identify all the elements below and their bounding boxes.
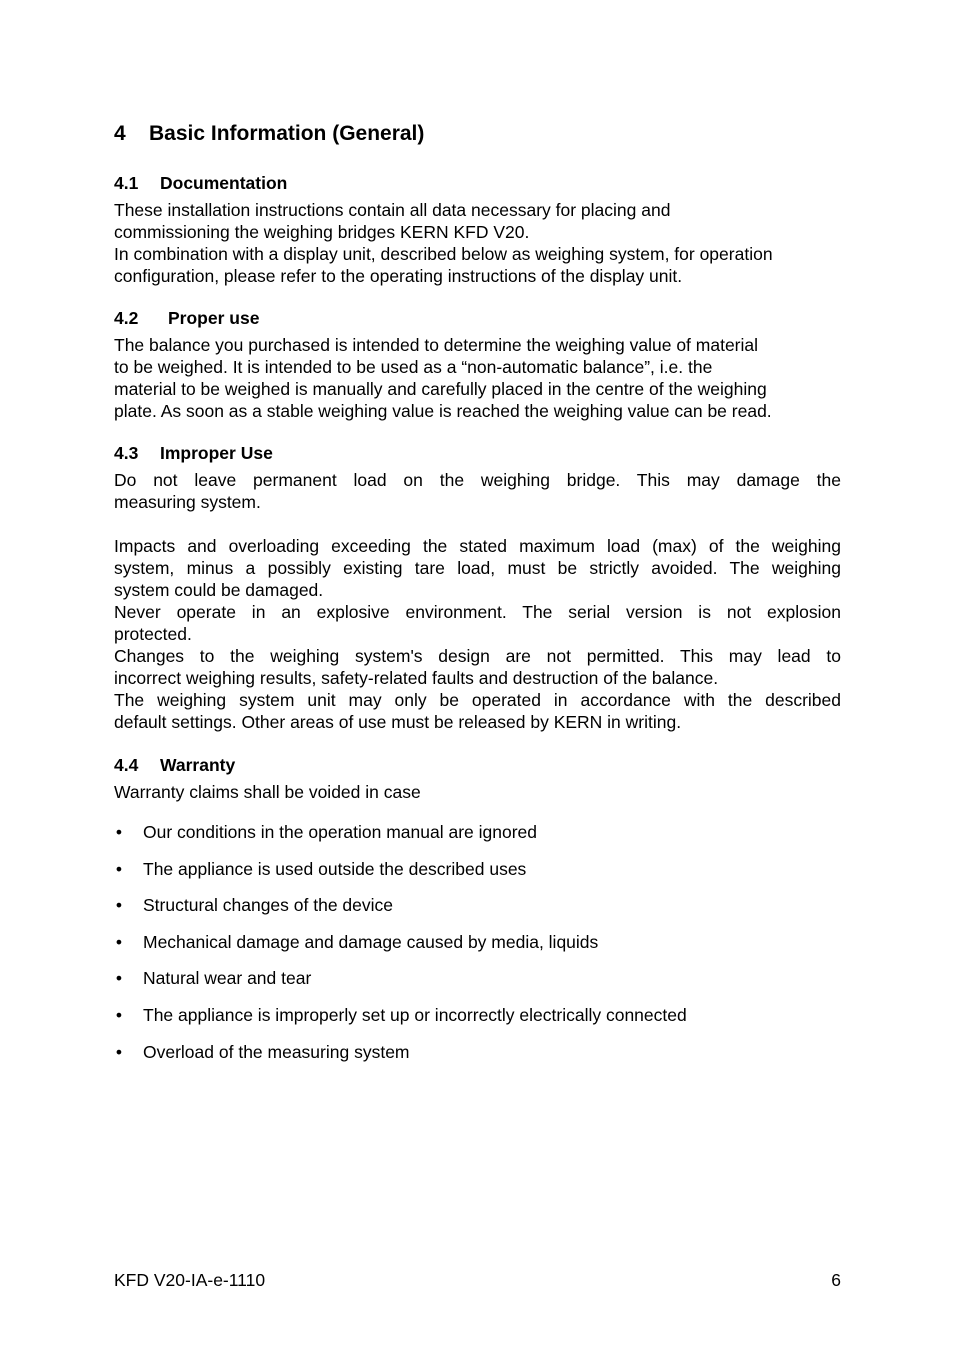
chapter-heading: [114, 121, 424, 147]
footer-page-number: 6: [831, 1270, 841, 1290]
section-heading-warranty: [114, 754, 235, 776]
documentation-paragraph: [114, 199, 841, 287]
section-number: 4.2: [114, 308, 139, 328]
list-item: [114, 858, 687, 895]
section-number: 4.3: [114, 443, 139, 463]
text-line: system, minus a possibly existing tare load, must be strictly avoided. The weighing: [114, 558, 841, 578]
text-line: incorrect weighing results, safety-related faults and destruction of the balance.: [114, 668, 719, 688]
warranty-intro: [114, 781, 841, 803]
text-line: to be weighed. It is intended to be used as a “non-automatic balance”, i.e. the: [114, 357, 713, 377]
list-item-text: The appliance is improperly set up or incorrectly electrically connected: [143, 1004, 687, 1025]
text-line: plate. As soon as a stable weighing value is reached the weighing value can be read.: [114, 401, 772, 421]
list-item-text: Overload of the measuring system: [143, 1041, 410, 1062]
list-item-text: Structural changes of the device: [143, 895, 394, 916]
list-item: [114, 967, 687, 1004]
list-item-text: Our conditions in the operation manual are ignored: [143, 822, 537, 842]
list-item-text: Mechanical damage and damage caused by media, liquids: [143, 931, 599, 952]
warranty-void-list: [114, 821, 687, 1077]
section-heading-proper-use: [114, 307, 259, 329]
bullet-icon: •: [115, 822, 123, 842]
text-line: Do not leave permanent load on the weighing bridge. This may damage the: [114, 470, 841, 490]
chapter-title: Basic Information (General): [149, 122, 425, 145]
list-item: [114, 821, 687, 858]
improper-use-paragraph-2: [114, 535, 841, 733]
list-item: [114, 1041, 687, 1078]
text-line: default settings. Other areas of use must be released by KERN in writing.: [114, 712, 682, 732]
text-line: Impacts and overloading exceeding the stated maximum load (max) of the weighing: [114, 536, 841, 556]
footer-doc-id: KFD V20-IA-e-1110: [114, 1270, 266, 1290]
document-page: [114, 0, 841, 1350]
section-heading-documentation: [114, 172, 287, 194]
text-line: configuration, please refer to the operating instructions of the display unit.: [114, 266, 683, 286]
proper-use-paragraph: [114, 334, 841, 422]
text-line: commissioning the weighing bridges KERN KFD V20.: [114, 222, 530, 242]
bullet-icon: •: [115, 895, 123, 916]
list-item: [114, 1004, 687, 1041]
text-line: measuring system.: [114, 492, 261, 512]
chapter-number: 4: [114, 122, 126, 145]
text-line: The weighing system unit may only be operated in accordance with the described: [114, 690, 841, 710]
text-line: The balance you purchased is intended to determine the weighing value of material: [114, 335, 759, 355]
section-title: Documentation: [160, 173, 288, 193]
text-line: protected.: [114, 624, 192, 644]
section-title: Proper use: [168, 308, 260, 328]
section-number: 4.1: [114, 173, 139, 193]
section-title: Warranty: [160, 755, 236, 775]
text-line: Never operate in an explosive environment. The serial version is not explosion: [114, 602, 841, 622]
section-title: Improper Use: [160, 443, 273, 463]
text-line: material to be weighed is manually and carefully placed in the centre of the weighing: [114, 379, 767, 399]
text-line: Warranty claims shall be voided in case: [114, 782, 421, 802]
bullet-icon: •: [115, 968, 123, 989]
list-item-text: The appliance is used outside the described uses: [143, 858, 527, 879]
text-line: system could be damaged.: [114, 580, 324, 600]
text-line: In combination with a display unit, described below as weighing system, for operation: [114, 244, 773, 264]
improper-use-paragraph-1: [114, 469, 841, 513]
bullet-icon: •: [115, 1004, 123, 1025]
text-line: Changes to the weighing system's design are not permitted. This may lead to: [114, 646, 841, 666]
list-item-text: Natural wear and tear: [143, 968, 312, 989]
section-number: 4.4: [114, 755, 139, 775]
list-item: [114, 931, 687, 968]
bullet-icon: •: [115, 858, 123, 879]
text-line: These installation instructions contain all data necessary for placing and: [114, 200, 671, 220]
bullet-icon: •: [115, 1041, 123, 1062]
list-item: [114, 894, 687, 931]
bullet-icon: •: [115, 931, 123, 952]
section-heading-improper-use: [114, 442, 273, 464]
